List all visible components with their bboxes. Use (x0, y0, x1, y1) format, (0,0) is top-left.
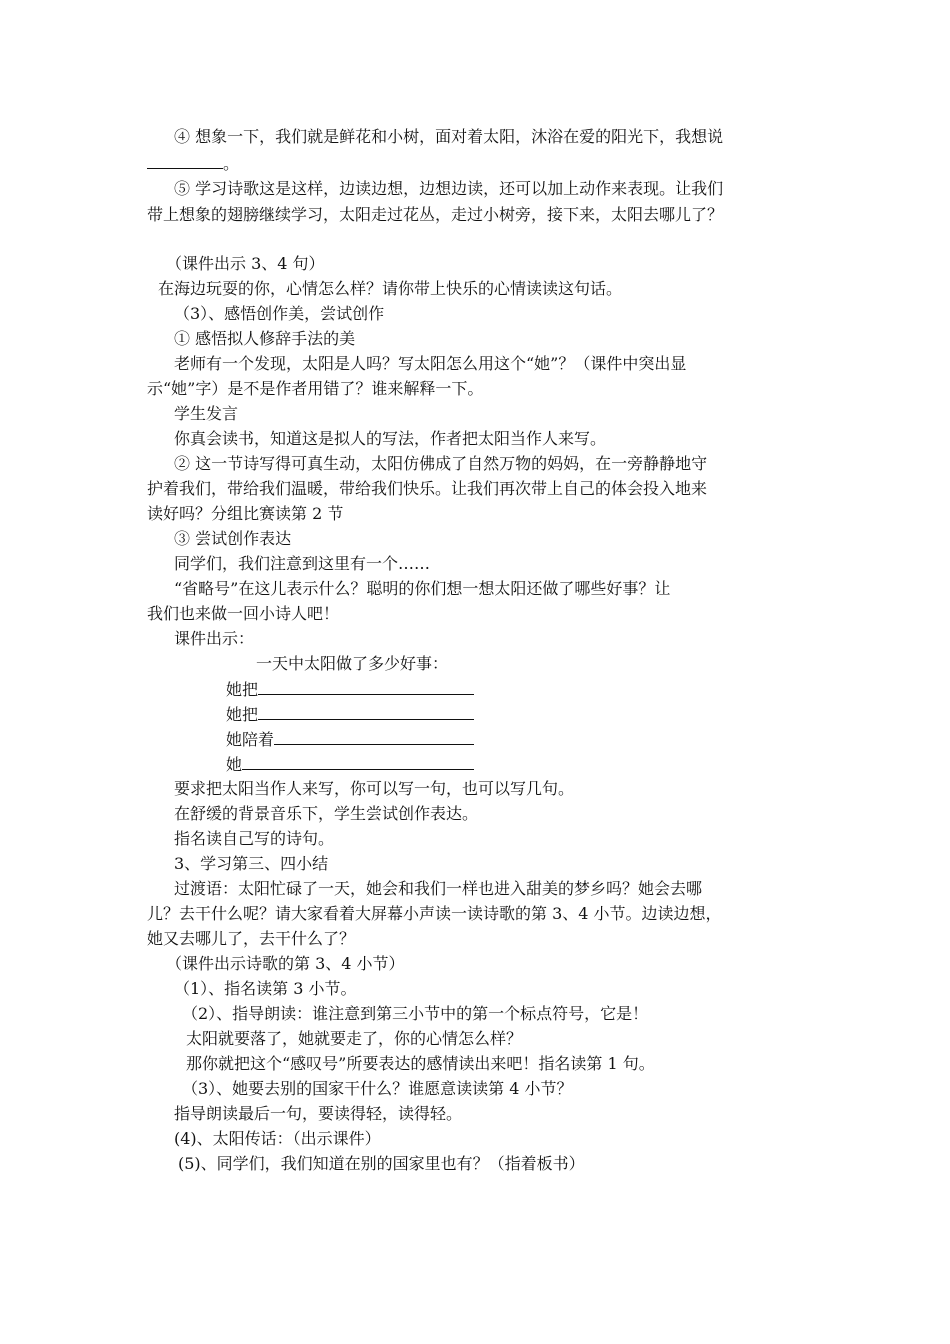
text-line-13: ② 这一节诗写得可真生动，太阳仿佛成了自然万物的妈妈，在一旁静静地守 (174, 454, 708, 473)
exercise-title: 一天中太阳做了多少好事： (256, 654, 449, 673)
text-line-17: 同学们，我们注意到这里有一个…… (174, 554, 431, 573)
text-line-41: (5)、同学们，我们知道在别的国家里也有？（指着板书） (178, 1154, 585, 1173)
fill-in-blank (147, 151, 223, 169)
text-line-36: 太阳就要落了，她就要走了，你的心情怎么样？ (186, 1029, 523, 1048)
text-line-11: 学生发言 (174, 404, 239, 423)
text-line-12: 你真会读书，知道这是拟人的写法，作者把太阳当作人来写。 (174, 429, 607, 448)
fill-in-blank (242, 752, 474, 770)
text-line-8: ① 感悟拟人修辞手法的美 (174, 329, 356, 348)
text-line-5: （课件出示 3、4 句） (166, 254, 325, 273)
text-line-6: 在海边玩耍的你，心情怎么样？请你带上快乐的心情读读这句话。 (158, 279, 623, 298)
text-line-3: ⑤ 学习诗歌这是这样，边读边想，边想边读，还可以加上动作来表现。让我们 (174, 179, 724, 198)
section-heading-study: 3、学习第三、四小结 (174, 854, 329, 873)
text-line-20: 课件出示： (174, 629, 255, 648)
exercise-prefix: 她 (226, 755, 243, 774)
text-line-26: 要求把太阳当作人来写，你可以写一句，也可以写几句。 (174, 779, 575, 798)
text-line-31: 儿？去干什么呢？请大家看着大屏幕小声读一读诗歌的第 3、4 小节。边读边想， (147, 904, 722, 923)
text-line-18: “省略号”在这儿表示什么？聪明的你们想一想太阳还做了哪些好事？让 (174, 579, 671, 598)
text-line-32: 她又去哪儿了，去干什么了？ (147, 929, 356, 948)
line-end-period: 。 (223, 154, 240, 173)
text-line-16: ③ 尝试创作表达 (174, 529, 292, 548)
text-line-15: 读好吗？分组比赛读第 2 节 (147, 504, 344, 523)
fill-in-blank (258, 702, 474, 720)
text-line-30: 过渡语：太阳忙碌了一天，她会和我们一样也进入甜美的梦乡吗？她会去哪 (174, 879, 703, 898)
text-line-2 (147, 151, 239, 176)
exercise-prefix: 她陪着 (226, 730, 275, 749)
text-line-38: （3）、她要去别的国家干什么？谁愿意读读第 4 小节？ (182, 1079, 573, 1098)
section-heading-3: （3）、感悟创作美，尝试创作 (174, 304, 385, 323)
exercise-line-2 (226, 702, 474, 727)
fill-in-blank (274, 727, 474, 745)
exercise-prefix: 她把 (226, 705, 259, 724)
exercise-prefix: 她把 (226, 680, 259, 699)
exercise-line-1 (226, 677, 474, 702)
text-line-4: 带上想象的翅膀继续学习，太阳走过花丛，走过小树旁，接下来，太阳去哪儿了？ (147, 205, 724, 224)
text-line-1: ④ 想象一下，我们就是鲜花和小树，面对着太阳，沐浴在爱的阳光下，我想说 (174, 127, 724, 146)
text-line-33: （课件出示诗歌的第 3、4 小节） (166, 954, 405, 973)
exercise-line-4 (226, 752, 474, 777)
text-line-10: 示“她”字）是不是作者用错了？谁来解释一下。 (147, 379, 484, 398)
text-line-39: 指导朗读最后一句，要读得轻，读得轻。 (174, 1104, 463, 1123)
text-line-40: (4)、太阳传话：（出示课件） (174, 1129, 381, 1148)
text-line-19: 我们也来做一回小诗人吧！ (147, 604, 340, 623)
text-line-37: 那你就把这个“感叹号”所要表达的感情读出来吧！指名读第 1 句。 (186, 1054, 655, 1073)
exercise-line-3 (226, 727, 474, 752)
text-line-28: 指名读自己写的诗句。 (174, 829, 335, 848)
text-line-35: （2）、指导朗读：谁注意到第三小节中的第一个标点符号，它是！ (182, 1004, 649, 1023)
text-line-14: 护着我们，带给我们温暖，带给我们快乐。让我们再次带上自己的体会投入地来 (147, 479, 708, 498)
text-line-34: （1）、指名读第 3 小节。 (174, 979, 357, 998)
text-line-27: 在舒缓的背景音乐下，学生尝试创作表达。 (174, 804, 479, 823)
text-line-9: 老师有一个发现，太阳是人吗？写太阳怎么用这个“她”？（课件中突出显 (174, 354, 687, 373)
fill-in-blank (258, 677, 474, 695)
